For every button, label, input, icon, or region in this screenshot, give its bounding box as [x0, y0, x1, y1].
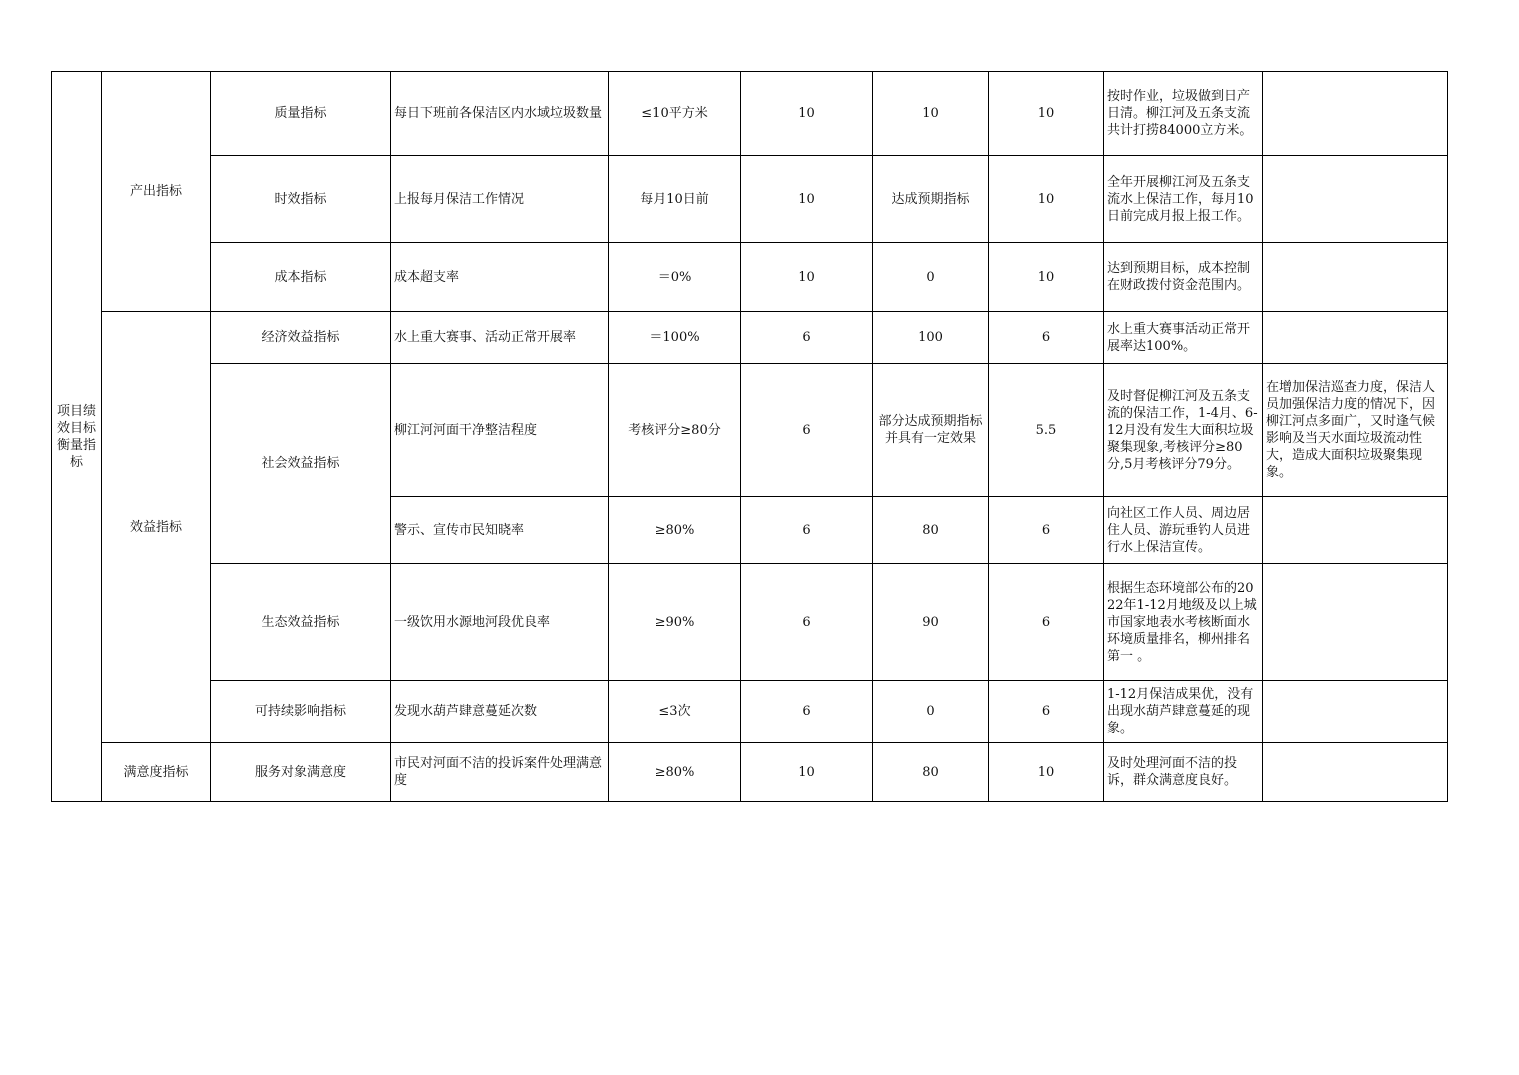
table-row — [52, 743, 1448, 802]
actual-value: 部分达成预期指标并具有一定效果 — [873, 364, 989, 497]
analysis-text: 根据生态环境部公布的2022年1-12月地级及以上城市国家地表水考核断面水环境质量排名，柳州排名第一 。 — [1104, 564, 1263, 681]
weight-value: 6 — [741, 364, 873, 497]
category-cell: 项目绩效目标衡量指标 — [52, 72, 102, 802]
indicator-name: 发现水葫芦肆意蔓延次数 — [391, 681, 609, 743]
score-value: 6 — [989, 312, 1104, 364]
actual-value: 90 — [873, 564, 989, 681]
score-value: 6 — [989, 564, 1104, 681]
analysis-text: 按时作业，垃圾做到日产日清。柳江河及五条支流共计打捞84000立方米。 — [1104, 72, 1263, 156]
indicator-name: 上报每月保洁工作情况 — [391, 156, 609, 243]
analysis-text: 1-12月保洁成果优，没有出现水葫芦肆意蔓延的现象。 — [1104, 681, 1263, 743]
indicator-name: 柳江河河面干净整洁程度 — [391, 364, 609, 497]
remark-text: 在增加保洁巡查力度，保洁人员加强保洁力度的情况下，因柳江河点多面广，又时逢气候影响及当天水面垃圾流动性大，造成大面积垃圾聚集现象。 — [1263, 364, 1448, 497]
analysis-text: 及时处理河面不洁的投诉，群众满意度良好。 — [1104, 743, 1263, 802]
target-value: ≥90% — [609, 564, 741, 681]
weight-value: 6 — [741, 564, 873, 681]
group-benefit: 效益指标 — [102, 312, 211, 743]
weight-value: 6 — [741, 681, 873, 743]
indicator-name: 每日下班前各保洁区内水域垃圾数量 — [391, 72, 609, 156]
score-value: 6 — [989, 497, 1104, 564]
remark-text — [1263, 72, 1448, 156]
analysis-text: 达到预期目标，成本控制在财政拨付资金范围内。 — [1104, 243, 1263, 312]
indicator-name: 水上重大赛事、活动正常开展率 — [391, 312, 609, 364]
analysis-text: 及时督促柳江河及五条支流的保洁工作，1-4月、6-12月没有发生大面积垃圾聚集现象,考核评分≥80分,5月考核评分79分。 — [1104, 364, 1263, 497]
actual-value: 80 — [873, 497, 989, 564]
actual-value: 80 — [873, 743, 989, 802]
remark-text — [1263, 156, 1448, 243]
actual-value: 10 — [873, 72, 989, 156]
actual-value: 100 — [873, 312, 989, 364]
table-row — [52, 564, 1448, 681]
remark-text — [1263, 243, 1448, 312]
group-output: 产出指标 — [102, 72, 211, 312]
table-row — [52, 312, 1448, 364]
table-row — [52, 243, 1448, 312]
target-value: ≥80% — [609, 743, 741, 802]
target-value: 考核评分≥80分 — [609, 364, 741, 497]
remark-text — [1263, 743, 1448, 802]
table-row — [52, 364, 1448, 497]
weight-value: 10 — [741, 156, 873, 243]
target-value: ≥80% — [609, 497, 741, 564]
sub-indicator: 成本指标 — [211, 243, 391, 312]
sub-indicator: 生态效益指标 — [211, 564, 391, 681]
score-value: 10 — [989, 156, 1104, 243]
score-value: 5.5 — [989, 364, 1104, 497]
sub-indicator: 经济效益指标 — [211, 312, 391, 364]
table-row — [52, 72, 1448, 156]
weight-value: 6 — [741, 497, 873, 564]
table-row — [52, 156, 1448, 243]
remark-text — [1263, 681, 1448, 743]
actual-value: 0 — [873, 681, 989, 743]
weight-value: 10 — [741, 243, 873, 312]
indicator-name: 成本超支率 — [391, 243, 609, 312]
analysis-text: 全年开展柳江河及五条支流水上保洁工作，每月10日前完成月报上报工作。 — [1104, 156, 1263, 243]
analysis-text: 向社区工作人员、周边居住人员、游玩垂钓人员进行水上保洁宣传。 — [1104, 497, 1263, 564]
actual-value: 0 — [873, 243, 989, 312]
indicator-name: 警示、宣传市民知晓率 — [391, 497, 609, 564]
weight-value: 10 — [741, 743, 873, 802]
indicator-name: 一级饮用水源地河段优良率 — [391, 564, 609, 681]
sub-indicator: 社会效益指标 — [211, 364, 391, 564]
actual-value: 达成预期指标 — [873, 156, 989, 243]
score-value: 6 — [989, 681, 1104, 743]
sub-indicator: 时效指标 — [211, 156, 391, 243]
target-value: ≤10平方米 — [609, 72, 741, 156]
table-row — [52, 681, 1448, 743]
analysis-text: 水上重大赛事活动正常开展率达100%。 — [1104, 312, 1263, 364]
remark-text — [1263, 497, 1448, 564]
remark-text — [1263, 564, 1448, 681]
sub-indicator: 服务对象满意度 — [211, 743, 391, 802]
indicator-name: 市民对河面不洁的投诉案件处理满意度 — [391, 743, 609, 802]
weight-value: 6 — [741, 312, 873, 364]
target-value: ＝100% — [609, 312, 741, 364]
score-value: 10 — [989, 243, 1104, 312]
sub-indicator: 质量指标 — [211, 72, 391, 156]
sub-indicator: 可持续影响指标 — [211, 681, 391, 743]
score-value: 10 — [989, 72, 1104, 156]
performance-indicator-table — [51, 71, 1448, 802]
group-satisfaction: 满意度指标 — [102, 743, 211, 802]
target-value: ＝0% — [609, 243, 741, 312]
weight-value: 10 — [741, 72, 873, 156]
target-value: ≤3次 — [609, 681, 741, 743]
remark-text — [1263, 312, 1448, 364]
score-value: 10 — [989, 743, 1104, 802]
target-value: 每月10日前 — [609, 156, 741, 243]
